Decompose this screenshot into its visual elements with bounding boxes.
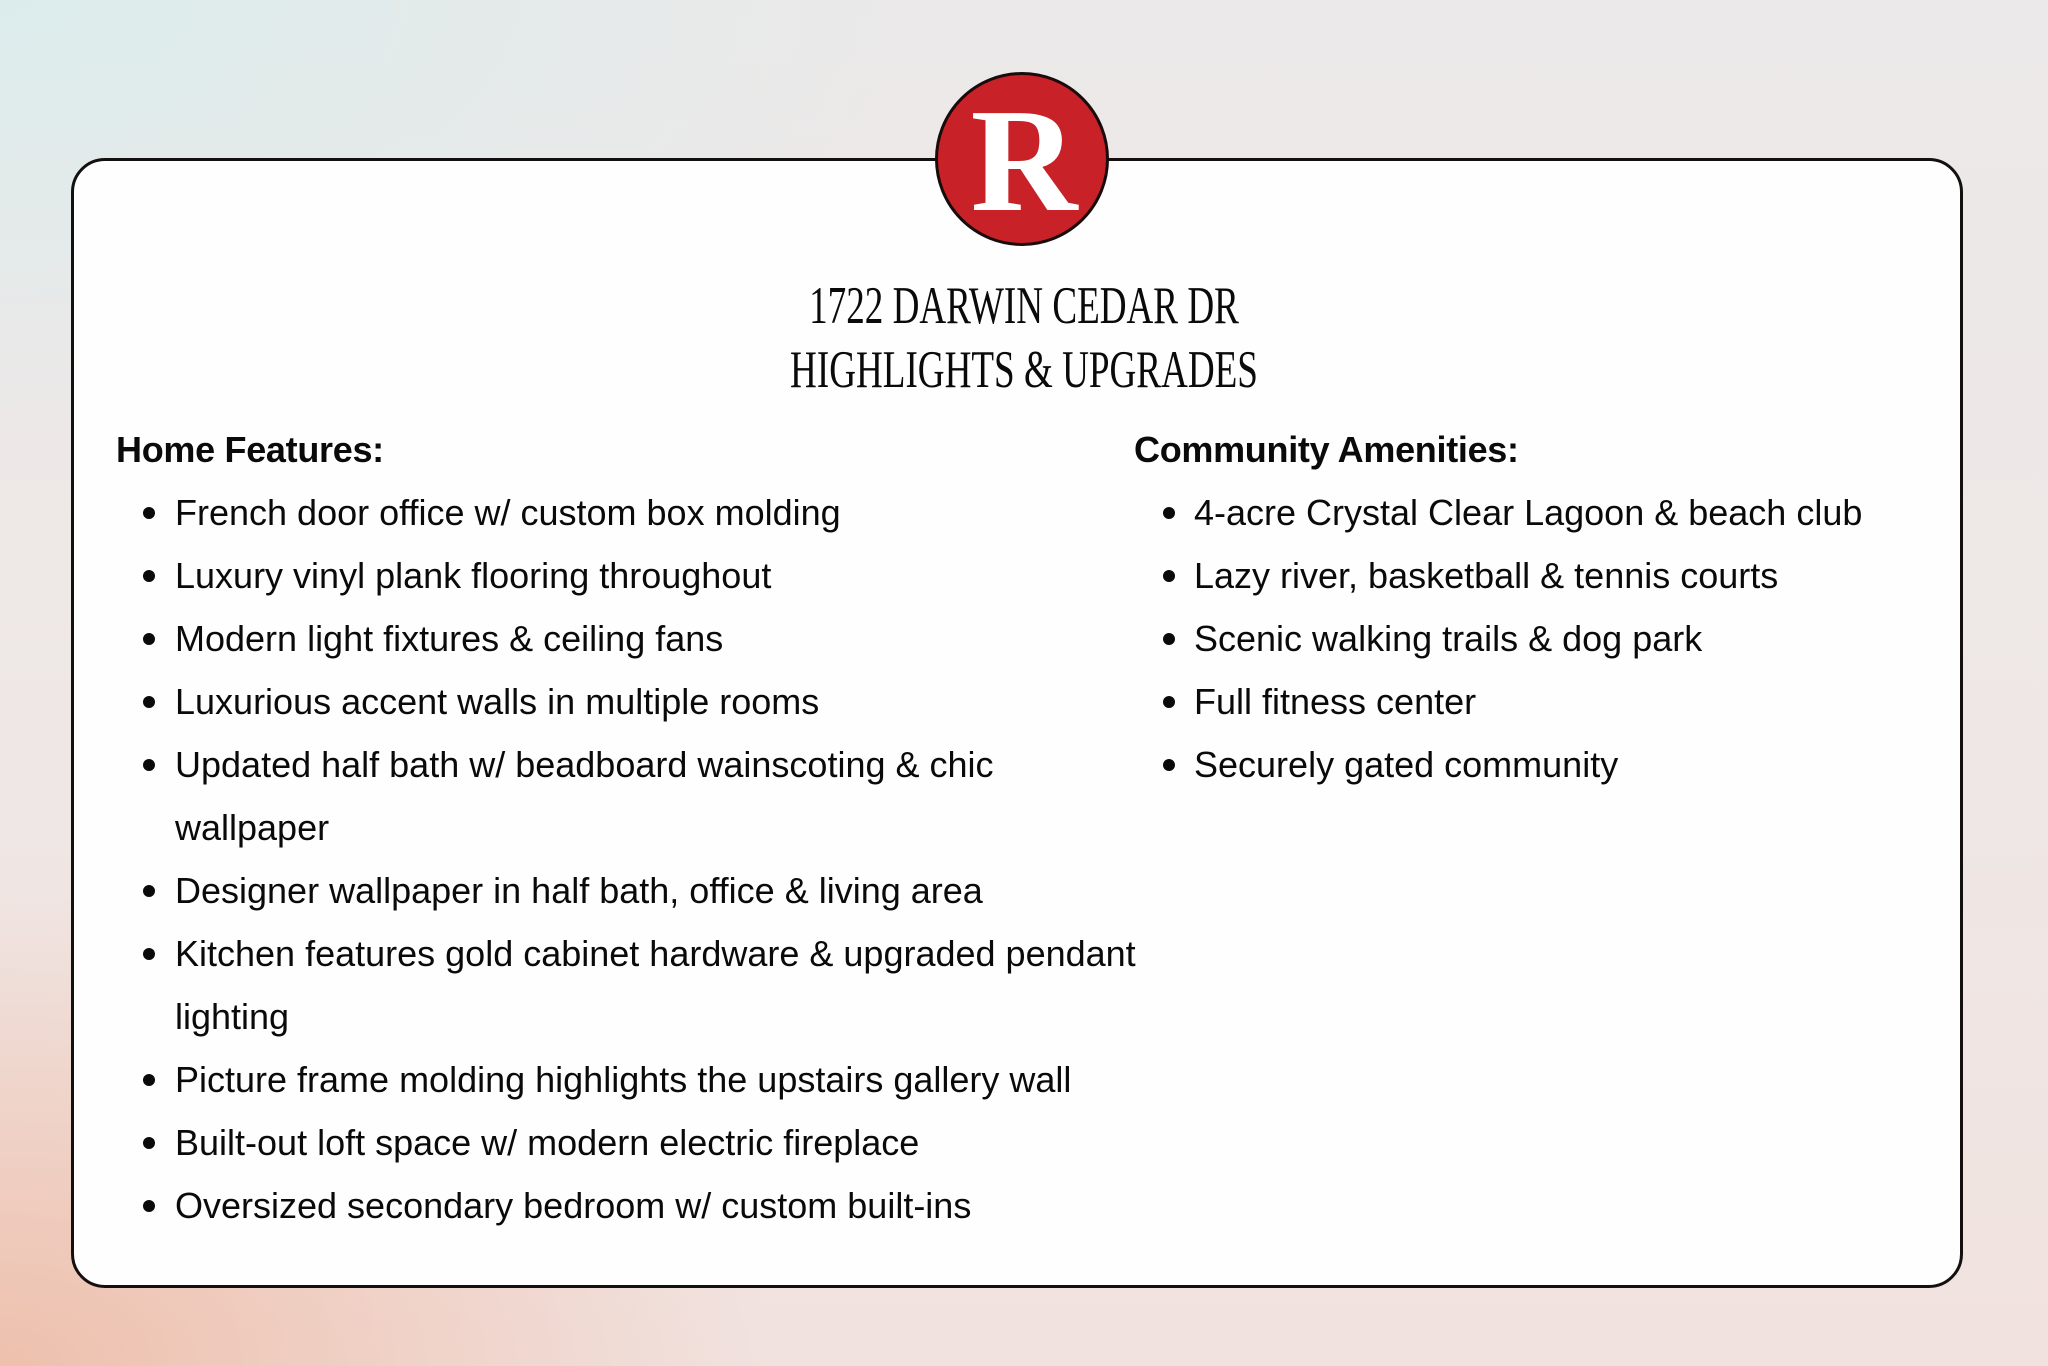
bullet-icon (143, 696, 155, 708)
list-item-text: 4-acre Crystal Clear Lagoon & beach club (1194, 492, 1863, 533)
list-item-text: Lazy river, basketball & tennis courts (1194, 555, 1779, 596)
list-item (175, 481, 1245, 544)
title-subtitle: HIGHLIGHTS & UPGRADES (790, 341, 1258, 399)
home-features-list (175, 481, 1245, 1237)
bullet-icon (143, 1200, 155, 1212)
list-item-text: Built-out loft space w/ modern electric fireplace (175, 1122, 920, 1163)
list-item-text: Scenic walking trails & dog park (1194, 618, 1703, 659)
list-item-text: Designer wallpaper in half bath, office & living area (175, 870, 983, 911)
brand-logo (935, 72, 1109, 246)
list-item-text: Picture frame molding highlights the upstairs gallery wall (175, 1059, 1072, 1100)
bullet-icon (1163, 759, 1175, 771)
list-item (175, 1174, 1245, 1237)
list-item (1194, 544, 1954, 607)
list-item (175, 1048, 1245, 1111)
list-item (175, 544, 1245, 607)
list-item-text: Luxurious accent walls in multiple rooms (175, 681, 820, 722)
list-item-text: Modern light fixtures & ceiling fans (175, 618, 724, 659)
home-features-heading: Home Features: (116, 429, 384, 470)
list-item-text: Full fitness center (1194, 681, 1477, 722)
page-title (0, 274, 2048, 402)
bullet-icon (1163, 507, 1175, 519)
list-item-text: French door office w/ custom box molding (175, 492, 841, 533)
bullet-icon (143, 570, 155, 582)
list-item-text: Luxury vinyl plank flooring throughout (175, 555, 772, 596)
list-item (1194, 670, 1954, 733)
list-item-text: Oversized secondary bedroom w/ custom built-ins (175, 1185, 972, 1226)
list-item (1194, 481, 1954, 544)
community-amenities-list (1194, 481, 1954, 796)
bullet-icon (143, 948, 155, 960)
logo-letter: R (970, 79, 1078, 243)
list-item (175, 733, 1135, 859)
bullet-icon (143, 633, 155, 645)
bullet-icon (1163, 570, 1175, 582)
title-address: 1722 DARWIN CEDAR DR (809, 277, 1239, 335)
bullet-icon (143, 1074, 155, 1086)
list-item (175, 670, 1245, 733)
list-item (1194, 733, 1954, 796)
list-item (175, 1111, 1245, 1174)
list-item-text: Securely gated community (1194, 744, 1619, 785)
bullet-icon (143, 885, 155, 897)
list-item (1194, 607, 1954, 670)
list-item-text: Updated half bath w/ beadboard wainscoting & chic wallpaper (175, 744, 994, 848)
bullet-icon (143, 1137, 155, 1149)
list-item-text: Kitchen features gold cabinet hardware & upgraded pendant lighting (175, 933, 1136, 1037)
bullet-icon (1163, 696, 1175, 708)
bullet-icon (1163, 633, 1175, 645)
list-item (175, 859, 1245, 922)
list-item (175, 607, 1245, 670)
list-item (175, 922, 1245, 1048)
community-amenities-heading: Community Amenities: (1134, 429, 1519, 470)
bullet-icon (143, 507, 155, 519)
bullet-icon (143, 759, 155, 771)
